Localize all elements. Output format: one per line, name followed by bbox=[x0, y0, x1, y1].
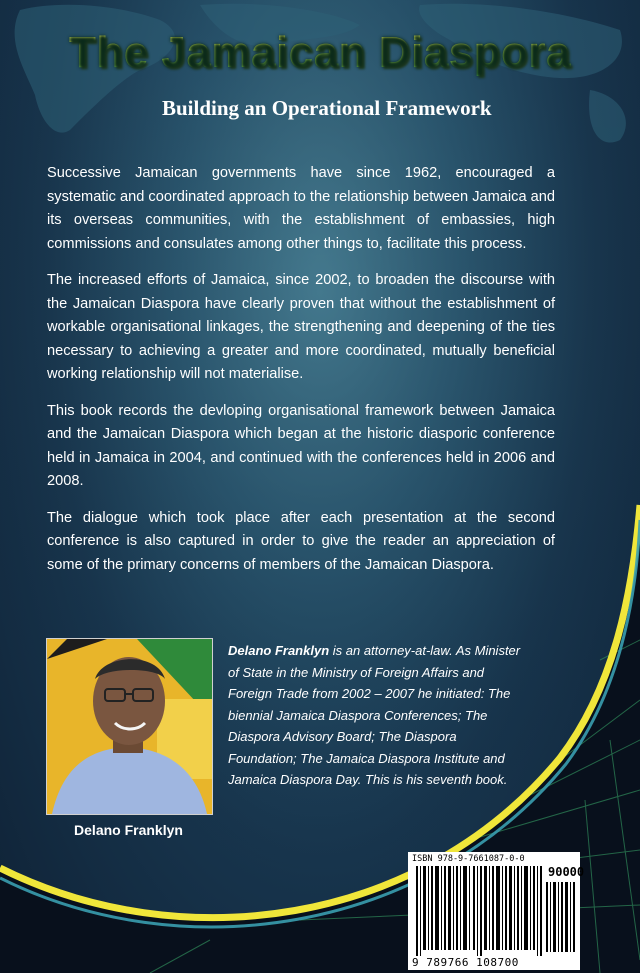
price-code: 90000 bbox=[548, 865, 585, 879]
blurb-paragraph: The increased efforts of Jamaica, since 2002, to broaden the discourse with the Jamaican Diaspora have clearly proven that without the establishment of workable organisational linkages, the strengthening and deepening of the ties necessary to achieving a greater and more coordinated, mutually beneficial working relationship will not materialise. bbox=[47, 272, 555, 382]
author-bio bbox=[228, 640, 528, 791]
author-bio-text: is an attorney-at-law. As Minister of State in the Ministry of Foreign Affairs and Foreign Trade from 2002 – 2007 he initiated: The biennial Jamaica Diaspora Conferences; The Diaspora Advisory Board; The Diaspora Foundation; The Jamaica Diaspora Institute and Jamaica Diaspora Day. This is his seventh book. bbox=[228, 643, 521, 787]
blurb-paragraph: Successive Jamaican governments have since 1962, encouraged a systematic and coordinated approach to the relationship between Jamaica and its overseas communities, with the establishment of embassies, high commissions and consulates among other things to, facilitate this process. bbox=[47, 165, 555, 252]
author-photo-caption: Delano Franklyn bbox=[74, 822, 183, 838]
blurb-paragraph: The dialogue which took place after each presentation at the second conference is also captured in order to give the reader an appreciation of some of the primary concerns of members of the Jamaican Diaspora. bbox=[47, 509, 555, 573]
price-barcode-bars bbox=[546, 882, 578, 952]
blurb bbox=[47, 162, 555, 590]
author-name: Delano Franklyn bbox=[228, 643, 330, 658]
book-title: The Jamaican Diaspora bbox=[0, 28, 640, 78]
author-photo bbox=[46, 638, 213, 815]
barcode-number: 9 789766 108700 bbox=[412, 956, 519, 969]
barcode-bars bbox=[416, 866, 544, 956]
blurb-paragraph: This book records the devloping organisational framework between Jamaica and the Jamaican Diaspora which began at the historic diasporic conference held in Jamaica in 2004, and continued with the conferences held in 2006 and 2008. bbox=[47, 402, 555, 489]
isbn-label: ISBN 978-9-7661087-0-0 bbox=[412, 854, 525, 864]
book-subtitle: Building an Operational Framework bbox=[162, 96, 492, 120]
isbn-barcode bbox=[408, 852, 585, 970]
